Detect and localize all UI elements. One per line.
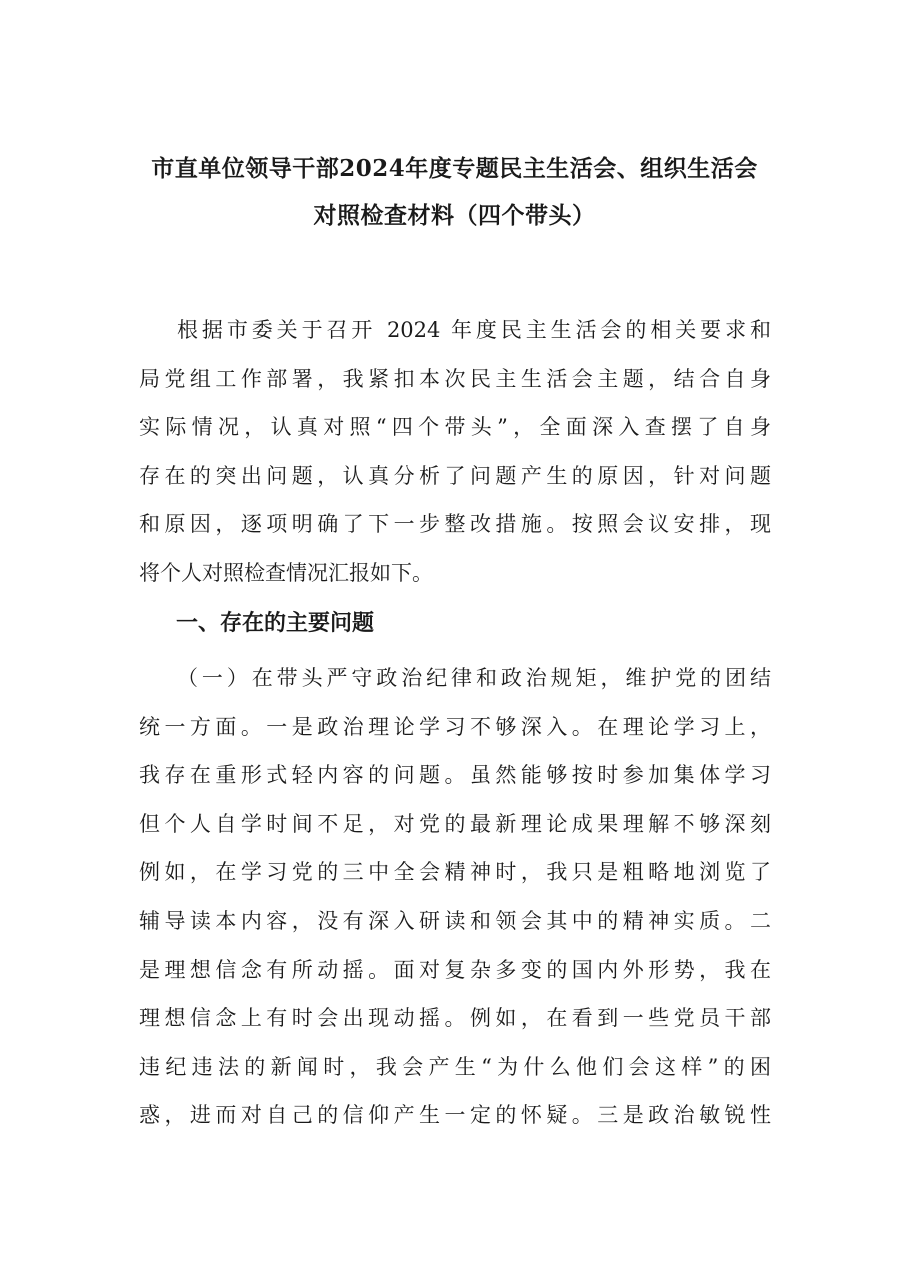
- paragraph-line: 是理想信念有所动摇。面对复杂多变的国内外形势，我在: [139, 957, 771, 982]
- paragraph-line: 我存在重形式轻内容的问题。虽然能够按时参加集体学习: [139, 763, 771, 788]
- section-paragraph: [139, 654, 771, 1140]
- paragraph-line: 统一方面。一是政治理论学习不够深入。在理论学习上，: [139, 714, 771, 739]
- paragraph-line: 但个人自学时间不足，对党的最新理论成果理解不够深刻: [139, 811, 771, 836]
- paragraph-line: 违纪违法的新闻时，我会产生“为什么他们会这样”的困: [139, 1054, 771, 1079]
- paragraph-line: （一）在带头严守政治纪律和政治规矩，维护党的团结: [177, 666, 771, 690]
- paragraph-line: 根据市委关于召开 2024 年度民主生活会的相关要求和: [177, 318, 771, 342]
- paragraph-line: 局党组工作部署，我紧扣本次民主生活会主题，结合自身: [139, 366, 771, 391]
- section-heading: 一、存在的主要问题: [176, 610, 375, 636]
- document-title-line1: 市直单位领导干部2024年度专题民主生活会、组织生活会: [151, 155, 758, 182]
- paragraph-line: 例如，在学习党的三中全会精神时，我只是粗略地浏览了: [139, 860, 771, 885]
- paragraph-line: 存在的突出问题，认真分析了问题产生的原因，针对问题: [139, 463, 771, 488]
- paragraph-line: 实际情况，认真对照“四个带头”，全面深入查摆了自身: [139, 415, 771, 440]
- paragraph-line: 惑，进而对自己的信仰产生一定的怀疑。三是政治敏锐性: [139, 1103, 771, 1128]
- paragraph-line: 将个人对照检查情况汇报如下。: [139, 560, 433, 585]
- paragraph-line: 辅导读本内容，没有深入研读和领会其中的精神实质。二: [139, 908, 771, 933]
- intro-paragraph: [139, 306, 771, 598]
- document-title-line2: 对照检查材料（四个带头）: [313, 202, 596, 229]
- paragraph-line: 和原因，逐项明确了下一步整改措施。按照会议安排，现: [139, 512, 771, 537]
- paragraph-line: 理想信念上有时会出现动摇。例如，在看到一些党员干部: [139, 1006, 771, 1031]
